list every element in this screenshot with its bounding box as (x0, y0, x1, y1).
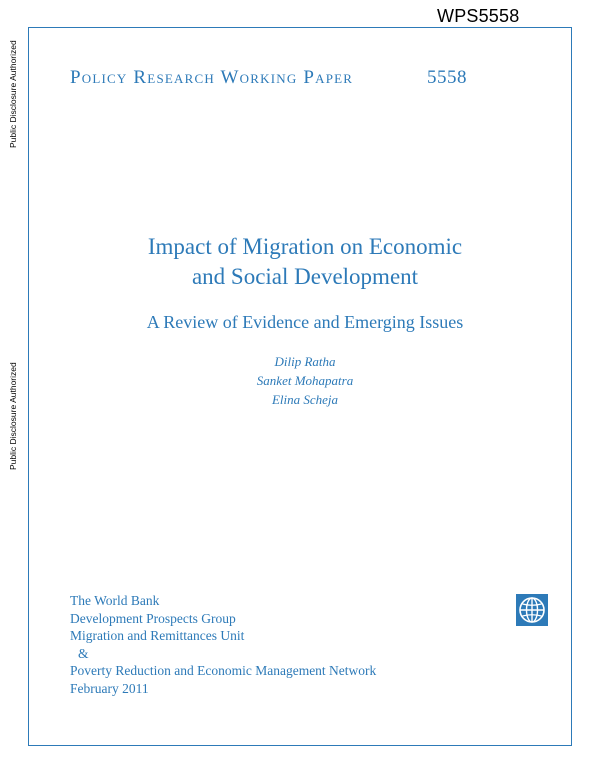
series-name: Policy Research Working Paper (70, 67, 354, 88)
publication-date: February 2011 (70, 680, 149, 696)
world-bank-globe-icon (516, 594, 548, 626)
author-name: Elina Scheja (271, 392, 339, 407)
author-name: Dilip Ratha (274, 354, 336, 369)
paper-subtitle: A Review of Evidence and Emerging Issues (146, 312, 464, 332)
author-name: Sanket Mohapatra (256, 373, 354, 388)
paper-title (100, 232, 510, 292)
paper-number: 5558 (427, 67, 467, 88)
org-line: Poverty Reduction and Economic Management Network (70, 663, 377, 679)
disclosure-label-top: Public Disclosure Authorized (8, 40, 18, 148)
title-line-1: Impact of Migration on Economic (147, 234, 463, 259)
org-line: & (78, 645, 89, 661)
disclosure-label-middle: Public Disclosure Authorized (8, 362, 18, 470)
organization-block (70, 592, 376, 698)
document-number: WPS5558 (437, 6, 520, 26)
org-line: Migration and Remittances Unit (70, 628, 245, 644)
org-line: The World Bank (70, 593, 160, 608)
title-line-2: and Social Development (191, 264, 419, 289)
author-list (200, 352, 410, 409)
org-line: Development Prospects Group (70, 610, 236, 626)
